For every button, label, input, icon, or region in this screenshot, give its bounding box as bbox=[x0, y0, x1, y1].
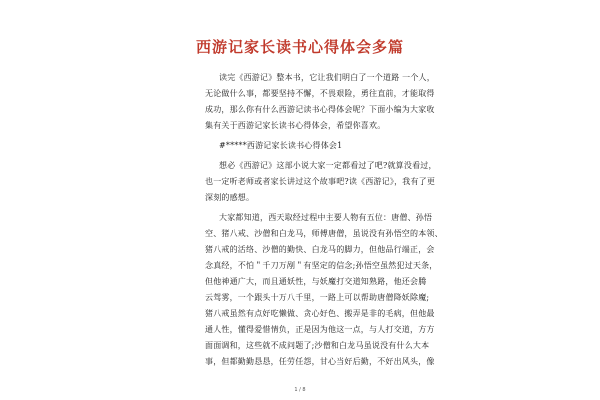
text-line: 想必《西游记》这部小说大家一定都看过了吧?就算没看过， bbox=[219, 161, 437, 170]
text-line: 无论做什么事，都要坚持不懈，不畏艰险，勇往直前，才能取得 bbox=[205, 89, 435, 98]
text-line: 面面调和，这些就不成问题了;沙僧和白龙马虽说没有什么大本 bbox=[205, 341, 430, 350]
text-line: 读完《西游记》整本书，它让我们明白了一个道路 一个人， bbox=[219, 73, 435, 82]
text-line: 空、猪八戒、沙僧和白龙马，师傅唐僧，虽说没有孙悟空的本领、 bbox=[205, 229, 443, 238]
text-line: 通人性，懂得爱惜情负，正是因为他这一点，与人打交道，方方 bbox=[205, 325, 435, 334]
text-line: 但他神通广大，而且通妖性，与妖魔打交道知熟路，他还会腾 bbox=[205, 277, 427, 286]
document-body bbox=[205, 70, 443, 370]
text-line: 也一定听老师或者家长讲过这个故事吧?读《西游记》，我有了更 bbox=[205, 177, 436, 186]
text-line: 深刻的感想。 bbox=[205, 193, 255, 202]
text-line: 猪八戒的活络、沙僧的勤快、白龙马的脚力，但他品行端正，会 bbox=[205, 245, 435, 254]
text-line: 大家都知道，西天取经过程中主要人物有五位：唐僧、孙悟 bbox=[219, 213, 433, 222]
text-line: 集有关于西游记家长读书心得体会，希望你喜欢。 bbox=[205, 121, 386, 130]
text-line: 念真经，不怕＂千刀万剐＂有坚定的信念;孙悟空虽然犯过天条， bbox=[205, 261, 438, 270]
document-title: 西游记家长读书心得体会多篇 bbox=[195, 38, 404, 56]
text-line: 成功，那么你有什么西游记读书心得体会呢？下面小编为大家收 bbox=[205, 105, 435, 114]
text-line: #*****西游记家长读书心得体会1 bbox=[219, 141, 343, 150]
text-line: 云驾雾，一个跟头十万八千里，一路上可以帮助唐僧降妖除魔; bbox=[205, 293, 430, 302]
text-line: 事，但都勤勤恳恳，任劳任怨，甘心当好后勤，不好出风头，像 bbox=[205, 357, 435, 366]
page-number: 1 / 8 bbox=[294, 387, 306, 393]
text-line: 猪八戒虽然有点好吃懒做、贪心好色、搬弄是非的毛病，但他最 bbox=[205, 309, 435, 318]
